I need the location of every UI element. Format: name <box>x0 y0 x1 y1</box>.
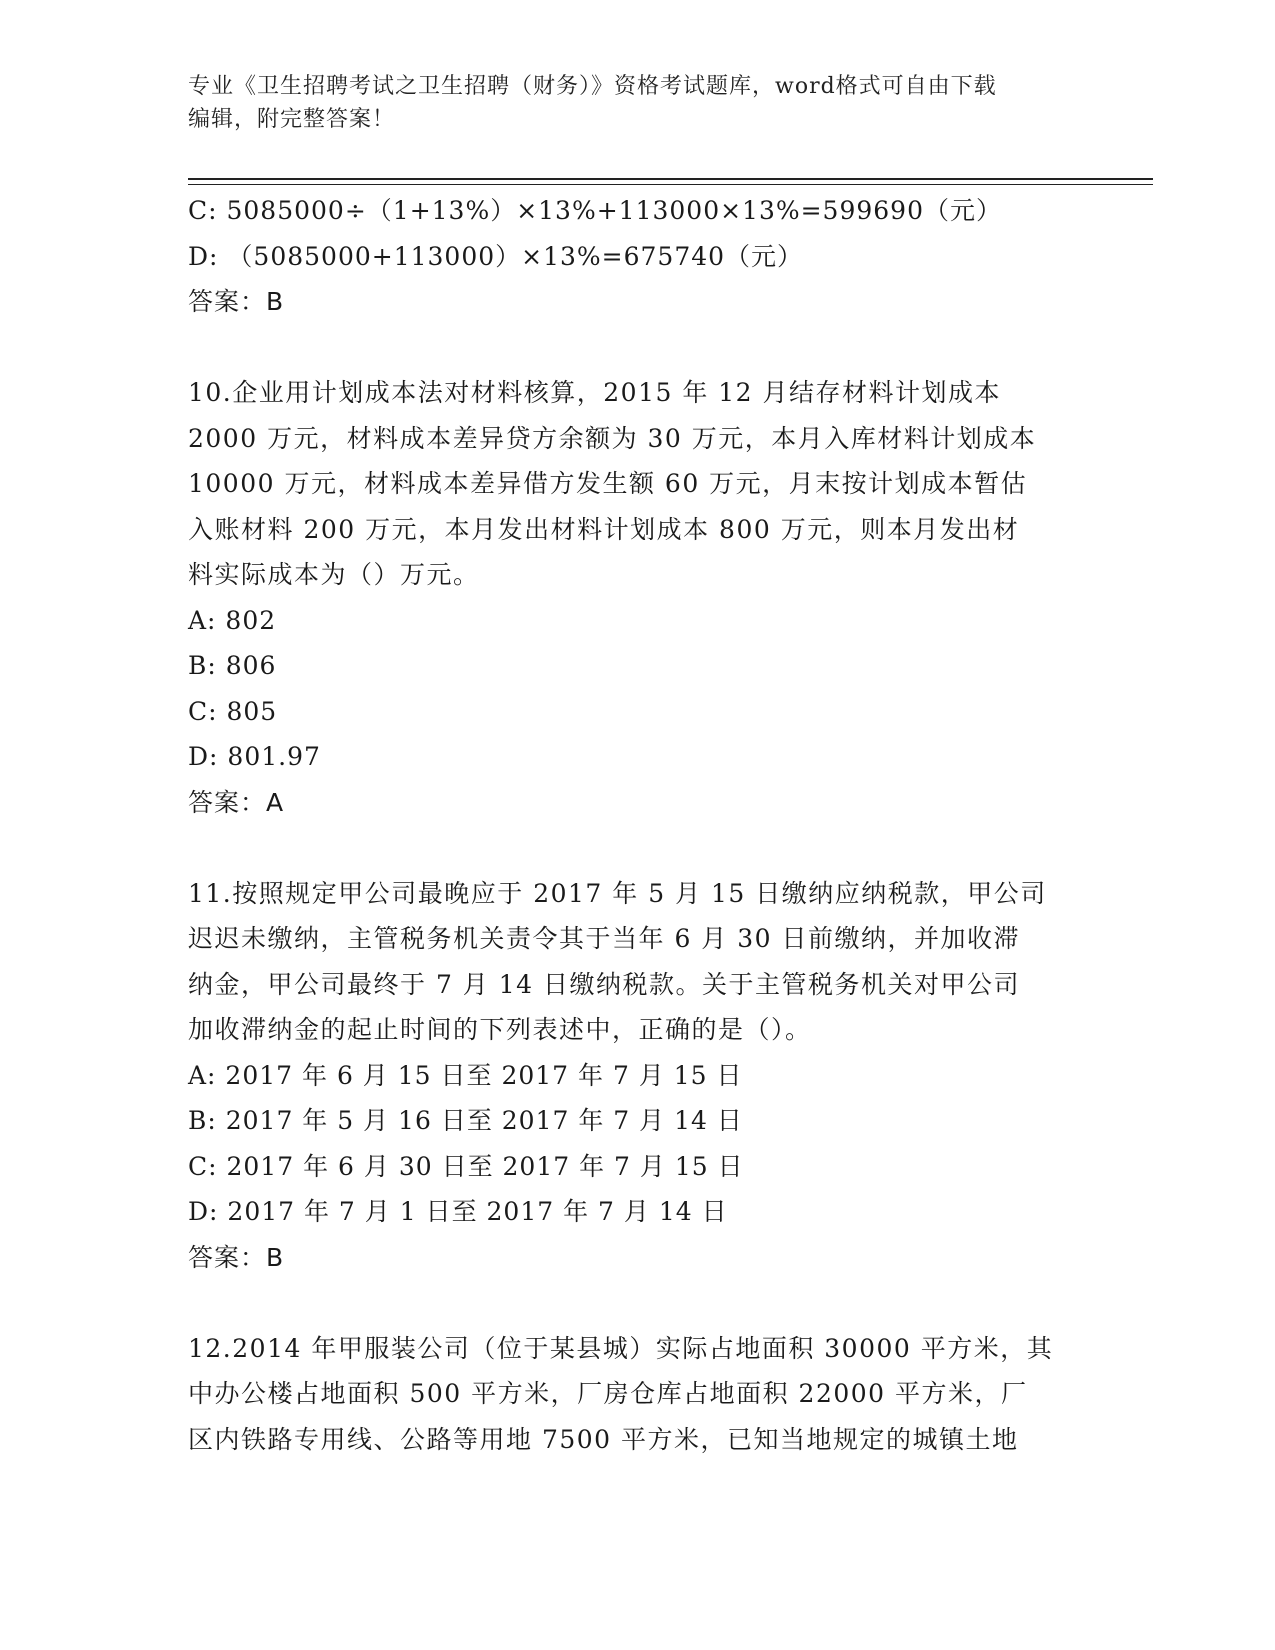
question-line: 入账材料 200 万元，本月发出材料计划成本 800 万元，则本月发出材 <box>188 514 1020 544</box>
option-a: A: 802 <box>188 605 277 635</box>
question-12 <box>188 1326 1093 1463</box>
document-body <box>188 188 1093 1462</box>
question-line: 11.按照规定甲公司最晚应于 2017 年 5 月 15 日缴纳应纳税款，甲公司 <box>188 878 1047 908</box>
question-line: 2000 万元，材料成本差异贷方余额为 30 万元，本月入库材料计划成本 <box>188 423 1037 453</box>
question-line: 纳金，甲公司最终于 7 月 14 日缴纳税款。关于主管税务机关对甲公司 <box>188 969 1021 999</box>
question-line: 料实际成本为（）万元。 <box>188 560 480 589</box>
spacer <box>188 825 1093 871</box>
option-c: C: 5085000÷（1+13%）×13%+113000×13%=599690（元） <box>188 196 1002 225</box>
header-divider-thin <box>188 184 1153 185</box>
answer-line: 答案：B <box>188 287 285 316</box>
header-line-2: 编辑，附完整答案！ <box>188 107 396 132</box>
page-header <box>188 70 1088 136</box>
option-b: B: 2017 年 5 月 16 日至 2017 年 7 月 14 日 <box>188 1106 743 1135</box>
answer-line: 答案：A <box>188 787 285 817</box>
option-c: C: 2017 年 6 月 30 日至 2017 年 7 月 15 日 <box>188 1151 744 1181</box>
option-c: C: 805 <box>188 696 278 726</box>
question-11 <box>188 871 1093 1281</box>
spacer <box>188 325 1093 371</box>
question-line: 区内铁路专用线、公路等用地 7500 平方米，已知当地规定的城镇土地 <box>188 1424 1019 1454</box>
header-line-1: 专业《卫生招聘考试之卫生招聘（财务）》资格考试题库，word格式可自由下载 <box>188 74 997 99</box>
option-d: D: （5085000+113000）×13%=675740（元） <box>188 241 804 271</box>
option-d: D: 2017 年 7 月 1 日至 2017 年 7 月 14 日 <box>188 1197 728 1226</box>
prev-question-block <box>188 188 1093 325</box>
question-line: 迟迟未缴纳，主管税务机关责令其于当年 6 月 30 日前缴纳，并加收滞 <box>188 924 1021 953</box>
question-text <box>188 370 1093 598</box>
question-line: 10.企业用计划成本法对材料核算，2015 年 12 月结存材料计划成本 <box>188 378 1002 407</box>
question-line: 10000 万元，材料成本差异借方发生额 60 万元，月末按计划成本暂估 <box>188 469 1028 498</box>
question-line: 中办公楼占地面积 500 平方米，厂房仓库占地面积 22000 平方米，厂 <box>188 1379 1028 1408</box>
question-line: 加收滞纳金的起止时间的下列表述中，正确的是（）。 <box>188 1015 812 1044</box>
question-text <box>188 1326 1093 1463</box>
question-10 <box>188 370 1093 825</box>
option-a: A: 2017 年 6 月 15 日至 2017 年 7 月 15 日 <box>188 1060 743 1090</box>
option-d: D: 801.97 <box>188 742 321 771</box>
question-line: 12.2014 年甲服装公司（位于某县城）实际占地面积 30000 平方米，其 <box>188 1333 1054 1363</box>
answer-line: 答案：B <box>188 1242 285 1272</box>
spacer <box>188 1280 1093 1326</box>
option-b: B: 806 <box>188 651 277 680</box>
header-divider-thick <box>188 178 1153 180</box>
question-text <box>188 871 1093 1053</box>
